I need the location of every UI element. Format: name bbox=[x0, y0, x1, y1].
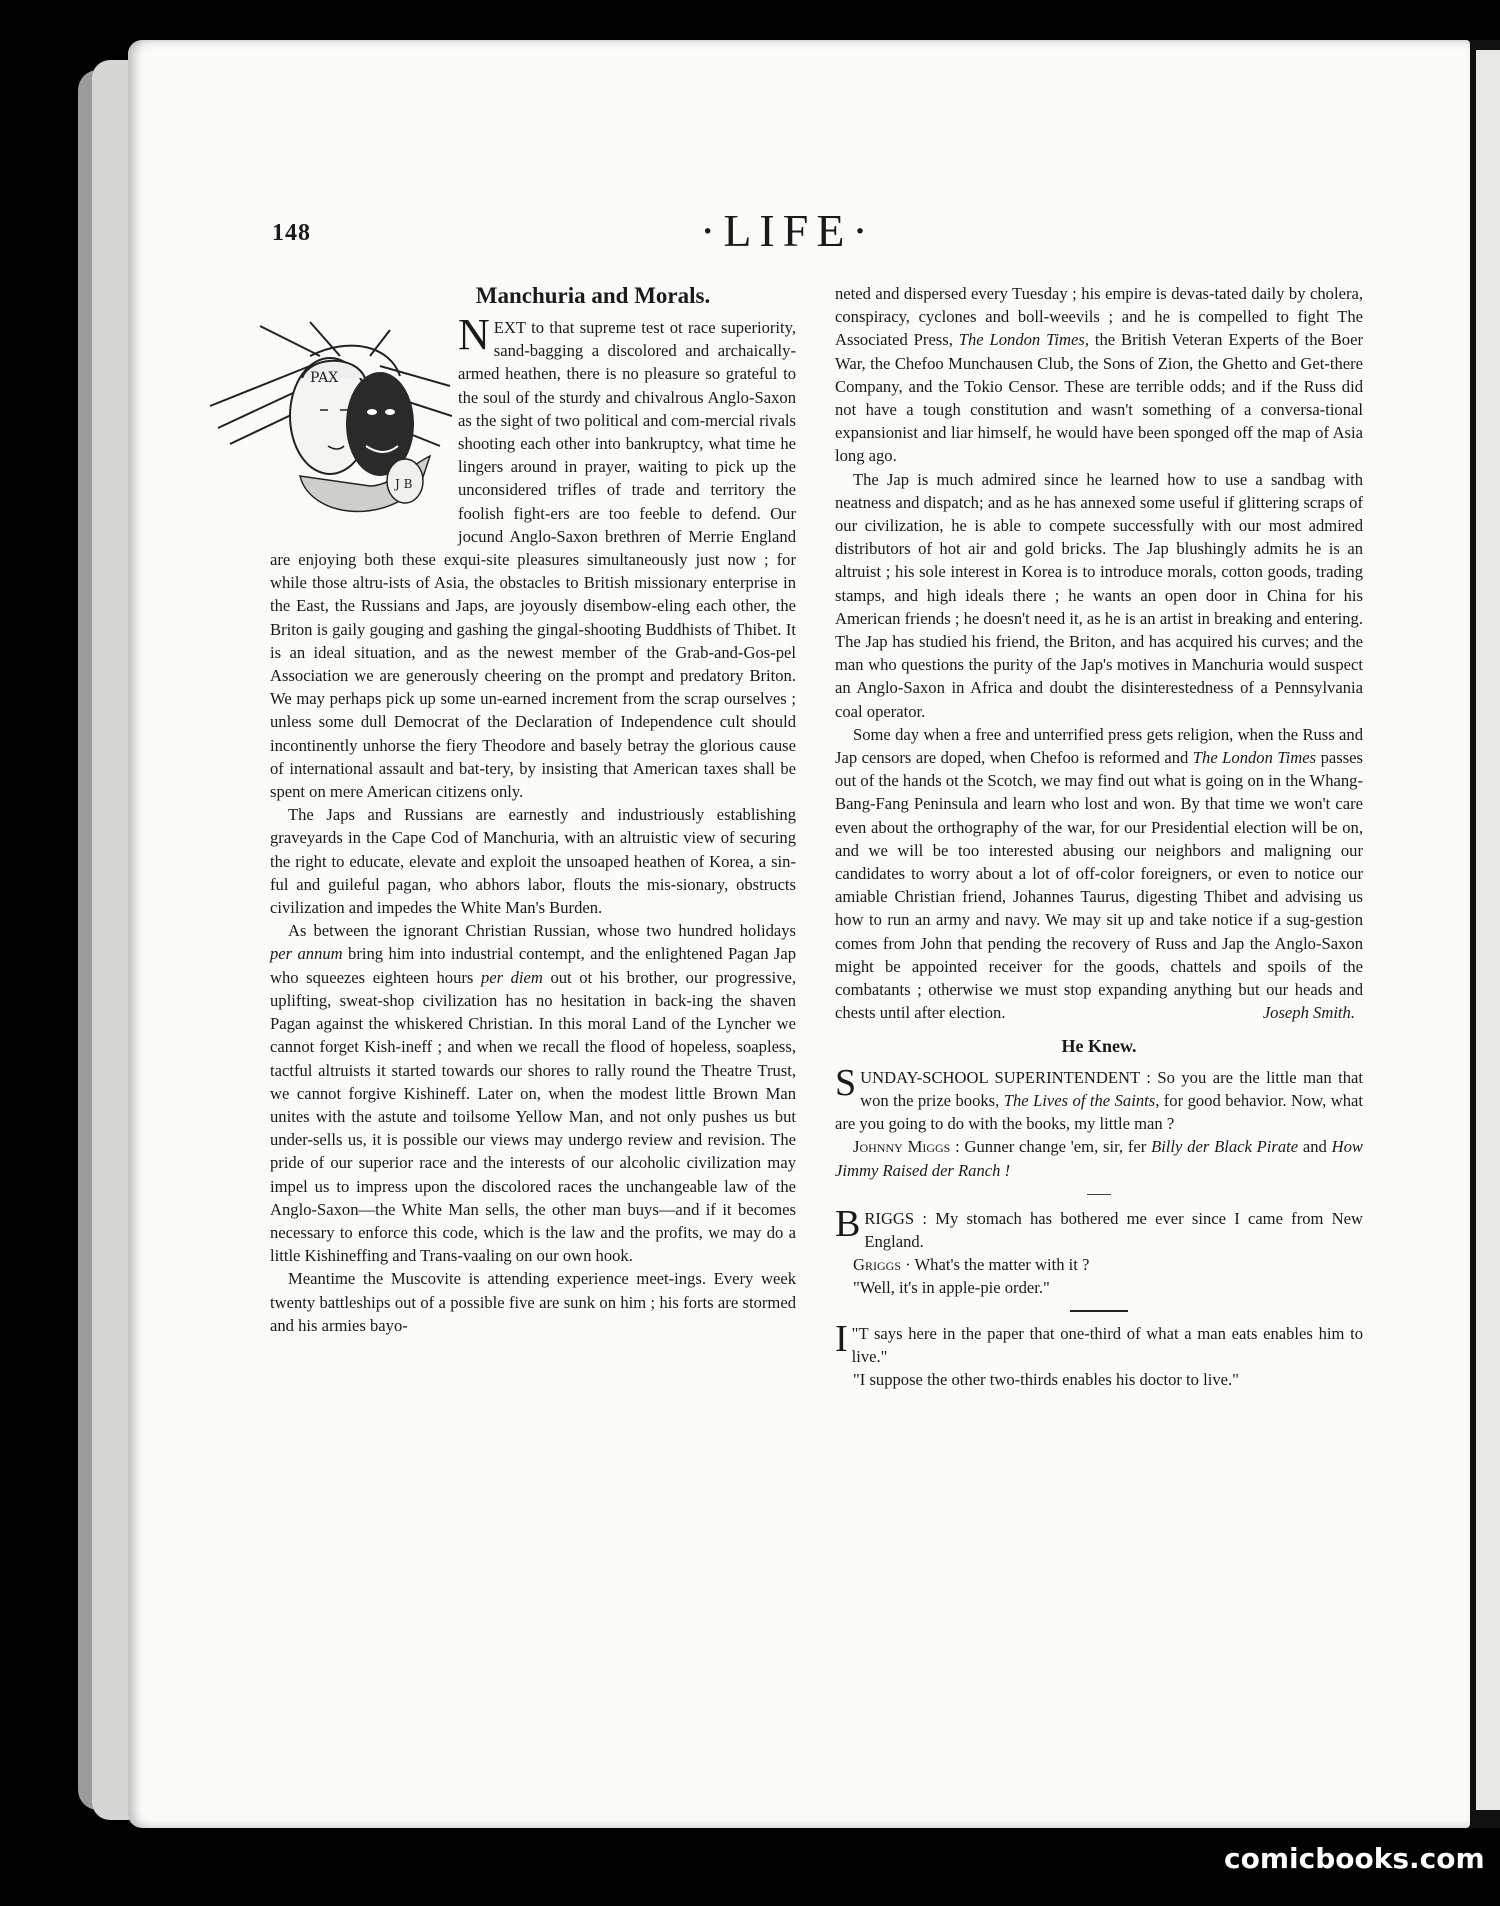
article-paragraph: neted and dispersed every Tuesday ; his empire is devas-tated daily by cholera, conspiracy, cyclones and boll-weevils ; and he is compelled to fight The Associated Press, The London Times, the British Veteran Experts of the Boer War, the Chefoo Munchausen Club, the Sons of Zion, the Ghetto and Get-there Company, and the Tokio Censor. These are terrible odds; and if the Russ did not have a tough constitution and wasn't something of a conversa-tional expansionist and liar himself, he would have been sponged off the map of Asia long ago. bbox=[835, 284, 1363, 466]
article-paragraph: The Jap is much admired since he learned how to use a sandbag with neatness and dispatch; and as he has annexed some useful if glittering scraps of our civilization, he is able to compete successfully with our most admired distributors of hot air and gold bricks. The Jap blushingly admits he is an altruist ; his sole interest in Korea is to introduce morals, cotton goods, trading stamps, and high ideals there ; he wants an open door in China for his American friends ; he doesn't need it, as he is an artist in breaking and entering. The Jap has studied his friend, the Briton, and has acquired his curves; and the man who questions the purity of the Jap's motives in Manchuria would suspect an Anglo-Saxon in Africa and doubt the disinterestedness of a Pennsylvania coal operator. bbox=[835, 469, 1363, 721]
joke-paragraph: BRIGGS : My stomach has bothered me ever since I came from New England. bbox=[835, 1202, 1363, 1251]
dialogue-paragraph: SUNDAY-SCHOOL SUPERINTENDENT : So you are the little man that won the prize books, The Lives of the Saints, for good behavior. Now, what are you going to do with the books, my little man ? bbox=[835, 1061, 1363, 1134]
divider bbox=[1070, 1310, 1128, 1312]
adjacent-page-edge bbox=[1476, 50, 1500, 1810]
divider bbox=[1087, 1194, 1111, 1195]
joke-paragraph: "I suppose the other two-thirds enables his doctor to live." bbox=[853, 1369, 1239, 1389]
drop-cap: I bbox=[835, 1317, 848, 1360]
article-title: He Knew. bbox=[1061, 1035, 1137, 1056]
article-paragraph: As between the ignorant Christian Russian, whose two hundred holidays per annum bring him into industrial contempt, and the enlightened Pagan Jap who squeezes eighteen hours per diem out ot his brother, our progressive, uplifting, sweat-shop civilization has no hesitation in back-ing the shaven Pagan against the whiskered Christian. In this moral Land of the Lyncher we cannot forget Kish-ineff ; and when we recall the flood of hopeless, soapless, tactful altruists it started towards our shores to rally round the Theatre Trust, we cannot forgive Kishineff. Later on, when the modest little Brown Man unites with the astute and toilsome Yellow Man, and not only pushes us but under-sells us, it is possible our views may undergo review and revision. The pride of our superior race and the interests of our alcoholic civilization may impel us to impress upon the discolored races the unchangeable law of the Anglo-Saxon—the White Man sells, the other man buys—and if it becomes necessary to enforce this code, which is the law and the profits, we may do a little Kishineffing and Trans-vaaling on our own hook. bbox=[270, 921, 796, 1266]
joke-paragraph: "Well, it's in apple-pie order." bbox=[853, 1278, 1050, 1298]
article-paragraph: The Japs and Russians are earnestly and industriously establishing graveyards in the Cape Cod of Manchuria, with an altruistic view of securing the right to educate, elevate and exploit the unsoaped heathen of Korea, a sin-ful and guileful pagan, who abhors labor, flouts the mis-sionary, obstructs civilization and impedes the White Man's Burden. bbox=[270, 805, 796, 918]
joke-paragraph: Griggs · What's the matter with it ? bbox=[853, 1255, 1090, 1275]
left-column bbox=[270, 282, 796, 1337]
drop-cap: S bbox=[835, 1061, 857, 1104]
joke-paragraph: " I T says here in the paper that one-third of what a man eats enables him to live." bbox=[835, 1317, 1363, 1366]
binding-edge bbox=[92, 60, 132, 1820]
article-title: Manchuria and Morals. bbox=[475, 283, 711, 308]
article-paragraph: Meantime the Muscovite is attending experience meet-ings. Every week twenty battleships out of a possible five are sunk on him ; his forts are stormed and his armies bayo- bbox=[270, 1269, 796, 1335]
masthead-title: ·LIFE· bbox=[700, 205, 876, 256]
dialogue-paragraph: Johnny Miggs : Gunner change 'em, sir, fer Billy der Black Pirate and How Jimmy Raised der Ranch ! bbox=[835, 1137, 1363, 1180]
watermark-text: comicbooks.com bbox=[1224, 1842, 1485, 1875]
right-column bbox=[835, 282, 1363, 1391]
drop-cap: B bbox=[835, 1202, 861, 1245]
pax-cartoon-illustration bbox=[190, 316, 452, 528]
drop-cap: N bbox=[458, 310, 490, 359]
article-paragraph: Some day when a free and unterrified press gets religion, when the Russ and Jap censors are doped, when Chefoo is reformed and The London Times passes out of the hands ot the Scotch, we may find out what is going on in the Whang-Bang-Fang Peninsula and learn who lost and won. By that time we won't care even about the orthography of the war, for our Presidential election will be on, and we will be too interested abusing our neighbors and maligning our candidates to worry about a lot of off-color foreigners, or even to notice our amiable Christian friend, Johannes Taurus, digesting Thibet and advising us how to run an army and navy. We may sit up and take notice if a sug-gestion comes from John that pending the recovery of Russ and Jap the Anglo-Saxon might be appointed receiver for the goods, chattels and spoils of the combatants ; otherwise we must stop expanding anything but our heads and chests until after election. Joseph Smith. bbox=[835, 723, 1363, 1025]
page-number: 148 bbox=[272, 220, 311, 246]
jb-label: J B bbox=[395, 477, 413, 491]
author-signature: Joseph Smith. bbox=[1262, 1003, 1355, 1023]
pax-label: PAX bbox=[310, 370, 339, 386]
article-paragraph: NEXT to that supreme test ot race superiority, sand-bagging a discolored and archaically-armed heathen, there is no pleasure so grateful to the soul of the sturdy and chivalrous Anglo-Saxon as the sight of two political and com-mercial rivals shooting each other into bankruptcy, what time he lingers around in prayer, waiting to pick up the unconsidered trifles of trade and territory the foolish fight-ers are too feeble to defend. Our jocund Anglo-Saxon brethren of Merrie England are enjoying both these exqui-site pleasures simultaneously just now ; for while those altru-ists of Asia, the obstacles to British missionary enterprise in the East, the Russians and Japs, are joyously disembow-eling each other, the Briton is gaily gouging and gashing the gingal-shooting Buddhists of Thibet. It is an ideal situation, and as the newest member of the Grab-and-Gos-pel Association we are generously cheering on the prompt and predatory Briton. We may perhaps pick up some un-earned increment from the scrap ourselves ; unless some dull Democrat of the Declaration of Independence cult should incontinently unhorse the fiery Theodore and basely betray the glorious cause of international assault and bat-tery, by insisting that American taxes shall be spent on mere American citizens only. bbox=[270, 310, 796, 802]
